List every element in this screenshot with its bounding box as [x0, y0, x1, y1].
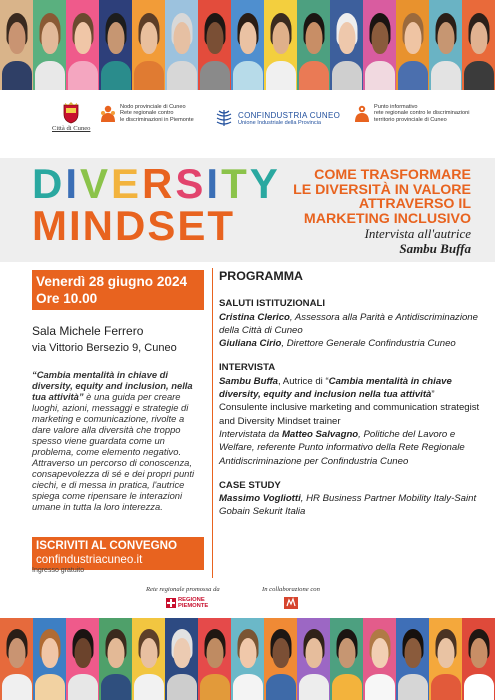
- speaker-clerico-role: , Assessora alla Parità e Antidiscriminazione della Città di Cuneo: [219, 311, 478, 336]
- speaker-vogliotti-role: , HR Business Partner Mobility Italy-Saint Gobain Sekurit Italia: [219, 493, 477, 518]
- photo-strip-top: [0, 0, 495, 90]
- regione-flag-icon: [166, 598, 176, 608]
- description-text-1: è una guida per creare luoghi, azioni, messaggi e strategie di marketing e comunicazione, rivolte a dare valore alla diversità che troppo spesso viene guardata come un problema, come elemento negativo.: [32, 391, 189, 457]
- speaker-salvagno-role: , Politiche del Lavoro e Welfare, referente Punto informativo della Rete Regionale Antidiscriminazione per Confindustria Cuneo: [219, 428, 465, 467]
- buffa-book: Cambia mentalità in chiave diversity, equity and inclusion nella tua attività: [219, 375, 452, 401]
- portrait-photo: [330, 618, 363, 700]
- interviewed-by: Intervistata da: [219, 428, 282, 440]
- headline-line-4: MARKETING INCLUSIVO: [303, 210, 471, 227]
- diversity-letter: D: [32, 160, 66, 207]
- event-details: [32, 270, 204, 512]
- portrait-photo: [330, 0, 363, 90]
- portrait-photo: [396, 618, 429, 700]
- diversity-letter: V: [80, 160, 112, 207]
- date-box: [32, 270, 204, 310]
- portrait-photo: [462, 618, 495, 700]
- people-network-icon: [100, 105, 116, 123]
- hero-band: [0, 158, 495, 262]
- headline-line-1: COME TRASFORMARE: [314, 167, 471, 183]
- diversity-letter: Y: [249, 160, 281, 207]
- portrait-photo: [66, 618, 99, 700]
- logo-bar: [0, 96, 495, 142]
- portrait-photo: [297, 0, 330, 90]
- portrait-photo: [429, 618, 462, 700]
- portrait-photo: [99, 0, 132, 90]
- event-venue: Sala Michele Ferrero: [32, 324, 144, 338]
- hero-subtitle: Intervista all'autrice: [364, 226, 471, 241]
- register-button[interactable]: [32, 537, 204, 570]
- diversity-letter: R: [142, 160, 176, 207]
- portrait-photo: [165, 0, 198, 90]
- confindustria-emblem-icon: [214, 108, 234, 128]
- regione-piemonte-logo: [166, 597, 208, 609]
- section-intervista-title: INTERVISTA: [219, 362, 276, 374]
- program-title: PROGRAMMA: [219, 269, 303, 283]
- diversity-letter: I: [206, 160, 222, 207]
- headline-line-2: LE DIVERSITÀ IN VALORE: [293, 181, 471, 198]
- portrait-photo: [297, 618, 330, 700]
- description: [32, 369, 204, 512]
- event-time: Ore 10.00: [36, 291, 98, 306]
- buffa-text-1: , Autrice di “: [278, 375, 329, 387]
- nodo-line1: Nodo provinciale di Cuneo: [120, 104, 186, 110]
- speaker-salvagno: Matteo Salvagno: [281, 428, 359, 440]
- nodo-provinciale-logo: [100, 104, 194, 123]
- headline-line-3: ATTRAVERSO IL: [358, 196, 471, 212]
- portrait-photo: [429, 0, 462, 90]
- speaker-cirio: Giuliana Cirio: [219, 338, 282, 350]
- regione-line1: REGIONE: [178, 597, 205, 603]
- coat-of-arms-icon: [60, 102, 82, 124]
- portrait-photo: [33, 618, 66, 700]
- photo-strip-bottom: [0, 618, 495, 700]
- hero-author: Sambu Buffa: [399, 241, 471, 256]
- portrait-photo: [462, 0, 495, 90]
- speaker-cirio-role: , Direttore Generale Confindustria Cuneo: [281, 338, 456, 350]
- confindustria-logo: [214, 108, 340, 128]
- section-saluti-title: SALUTI ISTITUZIONALI: [219, 298, 326, 310]
- portrait-photo: [0, 0, 33, 90]
- portrait-photo: [198, 0, 231, 90]
- diversity-title: [32, 162, 281, 206]
- section-saluti: [219, 311, 481, 351]
- event-date: Venerdì 28 giugno 2024: [36, 274, 188, 289]
- partners-label-1: Rete regionale promossa da: [146, 586, 220, 593]
- register-label: ISCRIVITI AL CONVEGNO: [36, 539, 178, 552]
- confindustria-sub: Unione Industriale della Provincia: [238, 119, 322, 126]
- nodo-line3: le discriminazioni in Piemonte: [120, 116, 194, 123]
- hero-headline: [275, 168, 471, 256]
- portrait-photo: [99, 618, 132, 700]
- punto-informativo-logo: [354, 104, 469, 123]
- program: [219, 270, 481, 519]
- partners-bar: [0, 586, 495, 616]
- punto-line3: territorio provinciale di Cuneo: [374, 116, 447, 123]
- mindset-title: MINDSET: [32, 202, 235, 249]
- portrait-photo: [363, 618, 396, 700]
- people-pin-icon: [354, 105, 370, 123]
- portrait-photo: [132, 0, 165, 90]
- column-divider: [212, 268, 213, 578]
- portrait-photo: [0, 618, 33, 700]
- section-case-study: [219, 492, 481, 519]
- portrait-photo: [66, 0, 99, 90]
- portrait-photo: [363, 0, 396, 90]
- portrait-photo: [264, 618, 297, 700]
- nodo-line2: Rete regionale contro: [120, 110, 174, 117]
- diversity-letter: T: [221, 160, 250, 207]
- speaker-buffa: Sambu Buffa: [219, 375, 278, 387]
- free-entry: Ingresso gratuito: [32, 567, 85, 574]
- event-address: via Vittorio Bersezio 9, Cuneo: [32, 342, 177, 354]
- partners-label-2: In collaborazione con: [262, 586, 320, 593]
- portrait-photo: [33, 0, 66, 90]
- buffa-text-2: ” Consulente inclusive marketing and communication strategist and Diversity Mindset trainer: [219, 389, 480, 427]
- speaker-vogliotti: Massimo Vogliotti: [219, 493, 301, 505]
- regione-line2: PIEMONTE: [178, 603, 209, 609]
- portrait-photo: [264, 0, 297, 90]
- book-title: “Cambia mentalità in chiave di diversity, equity and inclusion, nella tua attività”: [32, 369, 193, 402]
- section-case-study-title: CASE STUDY: [219, 479, 281, 491]
- portrait-photo: [231, 0, 264, 90]
- confindustria-name: CONFINDUSTRIA CUNEO: [238, 110, 341, 120]
- diversity-letter: S: [175, 160, 207, 207]
- description-text-2: Attraverso un percorso di conoscenza, consapevolezza di sé e dei propri punti ciechi, e di messa in pratica, l'autrice spiega come ripensare le interazioni umane in tutta la loro interezza.: [32, 457, 195, 512]
- section-intervista: [219, 375, 481, 468]
- register-link[interactable]: confindustriacuneo.it: [36, 553, 143, 566]
- portrait-photo: [165, 618, 198, 700]
- portrait-photo: [132, 618, 165, 700]
- ires-logo-icon: [284, 597, 298, 609]
- diversity-letter: E: [111, 160, 143, 207]
- citta-di-cuneo-logo: [52, 102, 90, 132]
- portrait-photo: [231, 618, 264, 700]
- diversity-letter: I: [65, 160, 81, 207]
- portrait-photo: [198, 618, 231, 700]
- portrait-photo: [396, 0, 429, 90]
- punto-line2: rete regionale contro le discriminazioni: [374, 110, 470, 117]
- punto-line1: Punto informativo: [374, 104, 418, 110]
- speaker-clerico: Cristina Clerico: [219, 311, 290, 323]
- citta-label: Città di Cuneo: [52, 125, 91, 132]
